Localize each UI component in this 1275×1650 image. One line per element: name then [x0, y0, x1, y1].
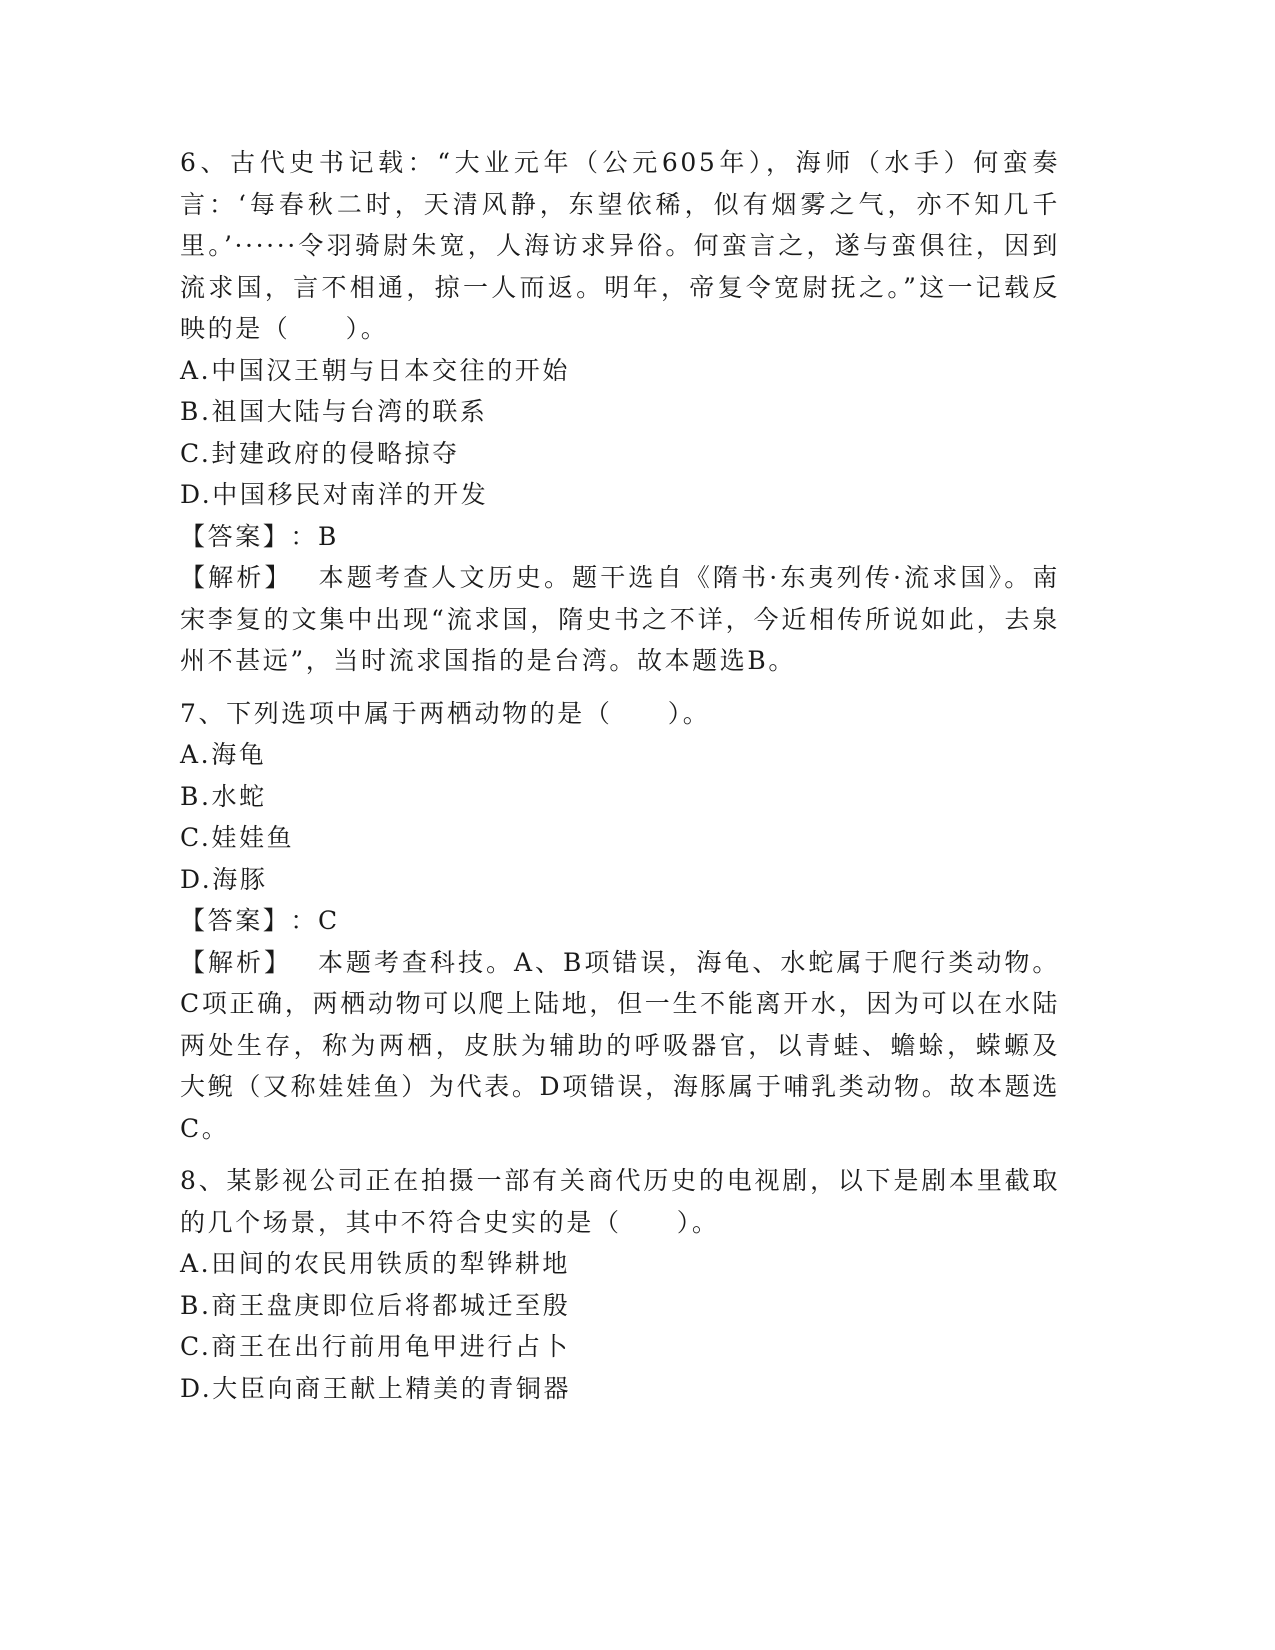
- option-a: A.中国汉王朝与日本交往的开始: [180, 355, 571, 385]
- option-c: C.娃娃鱼: [180, 823, 295, 852]
- answer-value: C: [318, 906, 340, 935]
- option-c: C.商王在出行前用龟甲进行占卜: [180, 1332, 571, 1361]
- explanation-label: 【解析】: [180, 563, 293, 592]
- question-stem: 7、下列选项中属于两栖动物的是（ ）。: [180, 698, 711, 728]
- explanation-label: 【解析】: [180, 947, 292, 977]
- explanation: [180, 942, 1060, 1150]
- option-c: C.封建政府的侵略掠夺: [180, 438, 460, 468]
- option-a: A.海龟: [180, 740, 267, 769]
- answer-separator: ：: [290, 906, 319, 935]
- option-d: D.海豚: [180, 864, 268, 894]
- question-8: [180, 1160, 1060, 1409]
- option-b: B.商王盘庚即位后将都城迁至殷: [180, 1290, 571, 1320]
- explanation-text: 本题考查科技。A、B项错误，海龟、水蛇属于爬行类动物。C项正确，两栖动物可以爬上陆地，但一生不能离开水，因为可以在水陆两处生存，称为两栖，皮肤为辅助的呼吸器官，以青蛙、蟾蜍，蝾螈及大鲵（又称娃娃鱼）为代表。D项错误，海豚属于哺乳类动物。故本题选C。: [180, 947, 1060, 1143]
- answer-label: 【答案】: [180, 906, 291, 935]
- question-stem: 6、古代史书记载：“大业元年（公元605年），海师（水手）何蛮奏言：‘每春秋二时，天清风静，东望依稀，似有烟雾之气，亦不知几千里。’······令羽骑尉朱宽，人海访求异俗。何蛮言之，遂与蛮俱往，因到流求国，言不相通，掠一人而返。明年，帝复令宽尉抚之。”这一记载反映的是（ ）。: [180, 148, 1060, 343]
- explanation: [180, 557, 1060, 682]
- option-a: A.田间的农民用铁质的犁铧耕地: [180, 1249, 571, 1278]
- option-d: D.中国移民对南洋的开发: [180, 480, 489, 509]
- option-b: B.水蛇: [180, 781, 267, 811]
- question-7: [180, 693, 1060, 1150]
- document-page: [180, 142, 1060, 1409]
- answer-line: [180, 900, 1060, 942]
- answer-separator: ：: [290, 521, 319, 551]
- answer-line: [180, 516, 1060, 558]
- option-b: B.祖国大陆与台湾的联系: [180, 397, 488, 426]
- answer-value: B: [318, 521, 339, 551]
- option-d: D.大臣向商王献上精美的青铜器: [180, 1373, 572, 1403]
- question-stem: 8、某影视公司正在拍摄一部有关商代历史的电视剧，以下是剧本里截取的几个场景，其中不符合史实的是（ ）。: [180, 1166, 1060, 1237]
- question-6: [180, 142, 1060, 682]
- answer-label: 【答案】: [180, 521, 291, 551]
- explanation-text: 本题考查人文历史。题干选自《隋书·东夷列传·流求国》。南宋李复的文集中出现“流求国，隋史书之不详，今近相传所说如此，去泉州不甚远”，当时流求国指的是台湾。故本题选B。: [180, 563, 1060, 675]
